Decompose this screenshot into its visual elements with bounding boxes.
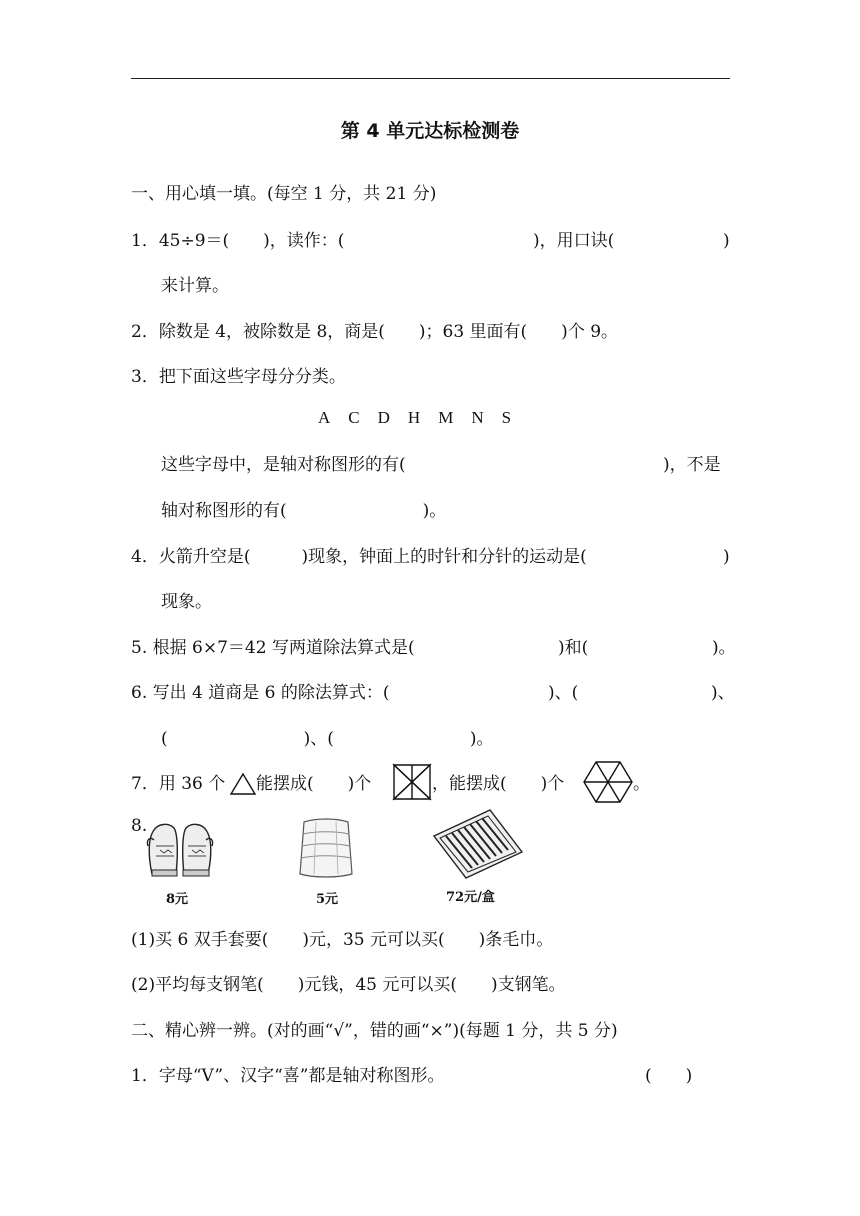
q1-text-d: 来计算。 — [161, 276, 229, 296]
q3-letters — [318, 408, 529, 428]
q2-text: 2．除数是 4，被除数是 8，商是( )；63 里面有( )个 9。 — [131, 322, 619, 342]
q8-number: 8. — [131, 816, 148, 836]
q4-text-b: ) — [723, 547, 730, 567]
q3-line1a: 这些字母中，是轴对称图形的有( — [161, 455, 406, 475]
q6-text-d: ( )、( )。 — [161, 729, 494, 749]
q5-text-c: )。 — [712, 638, 736, 658]
section-1-heading: 一、用心填一填。(每空 1 分，共 21 分) — [131, 184, 437, 204]
letter: N — [471, 408, 484, 427]
q7-text-d: 。 — [633, 774, 650, 794]
towel-image — [296, 818, 356, 880]
letter: H — [407, 408, 421, 427]
q1-text-c: ) — [723, 231, 730, 251]
q6-text-b: )、( — [548, 683, 579, 703]
pen-box-image — [432, 808, 524, 880]
triangle-icon — [230, 772, 256, 796]
towel-price: 5元 — [316, 892, 339, 907]
q6-text-a: 6. 写出 4 道商是 6 的除法算式：( — [131, 683, 390, 703]
q7-text-a: 7．用 36 个 — [131, 774, 226, 794]
q5-text-a: 5. 根据 6×7＝42 写两道除法算式是( — [131, 638, 415, 658]
q3-line1b: )，不是 — [663, 455, 721, 475]
q4-text-c: 现象。 — [161, 592, 212, 612]
letter: S — [501, 408, 512, 427]
q3-line2: 轴对称图形的有( )。 — [161, 501, 447, 521]
q8-sub2: (2)平均每支钢笔( )元钱，45 元可以买( )支钢笔。 — [131, 975, 566, 995]
q8-sub1: (1)买 6 双手套要( )元，35 元可以买( )条毛巾。 — [131, 930, 554, 950]
q4-text-a: 4．火箭升空是( )现象，钟面上的时针和分针的运动是( — [131, 547, 587, 567]
q5-text-b: )和( — [558, 638, 589, 658]
page-title: 第 4 单元达标检测卷 — [340, 120, 520, 142]
s2-q1-text: 1．字母“V”、汉字“喜”都是轴对称图形。 — [131, 1066, 445, 1086]
q1-text-a: 1．45÷9＝( )，读作：( — [131, 231, 345, 251]
letter: D — [377, 408, 390, 427]
q7-text-b: 能摆成( )个 — [256, 774, 372, 794]
q3-text: 3．把下面这些字母分分类。 — [131, 367, 346, 387]
gloves-price: 8元 — [166, 892, 189, 907]
bowtie-figure-icon — [392, 763, 432, 801]
q1-text-b: )，用口诀( — [533, 231, 615, 251]
gloves-image — [146, 816, 216, 882]
letter: M — [438, 408, 454, 427]
hexagon-figure-icon — [583, 761, 633, 803]
section-2-heading: 二、精心辨一辨。(对的画“√”，错的画“×”)(每题 1 分，共 5 分) — [131, 1021, 618, 1041]
s2-q1-answer-blank[interactable]: ( ) — [645, 1066, 693, 1086]
pen-box-price: 72元/盒 — [446, 890, 495, 905]
q6-text-c: )、 — [711, 683, 735, 703]
q7-text-c: ，能摆成( )个 — [432, 774, 565, 794]
top-rule — [131, 78, 730, 79]
letter: A — [318, 408, 331, 427]
letter: C — [348, 408, 360, 427]
